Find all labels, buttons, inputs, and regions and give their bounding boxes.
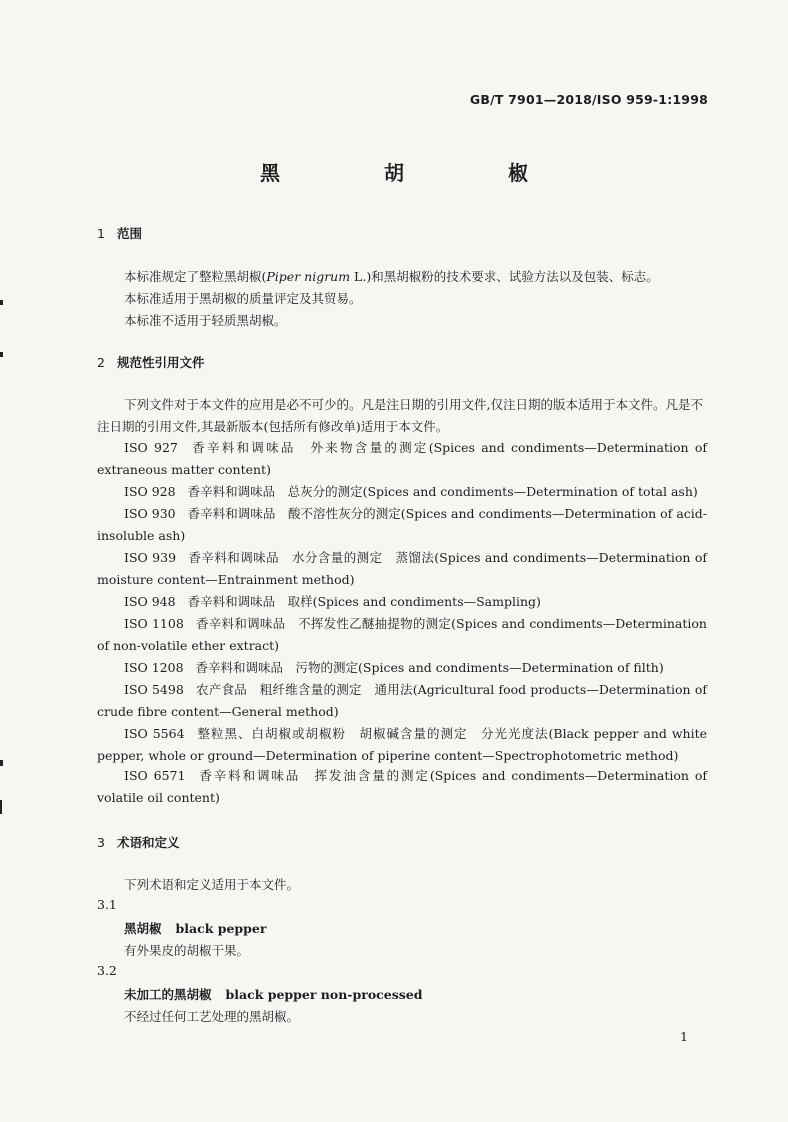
reference-item (97, 437, 707, 480)
section-number: 2 (97, 355, 105, 370)
reference-item (97, 723, 707, 766)
section-number: 3 (97, 835, 105, 850)
term-en: black pepper (175, 921, 267, 936)
reference-title: 香辛料和调味品 污物的测定(Spices and condiments—Determination of filth) (195, 660, 664, 675)
reference-title: 香辛料和调味品 取样(Spices and condiments—Sampling) (187, 594, 541, 609)
scope-text: 本标准规定了整粒黑胡椒( (124, 269, 267, 284)
scope-paragraph-1 (124, 267, 659, 285)
scope-paragraph-3: 本标准不适用于轻质黑胡椒。 (124, 313, 287, 328)
section-1-heading (97, 224, 142, 242)
reference-item (97, 591, 707, 613)
section-title: 术语和定义 (116, 835, 180, 850)
reference-title: 香辛料和调味品 不挥发性乙醚抽提物的测定(Spices and condiments—Determination of non-volatile ether extract) (97, 616, 707, 653)
terms-intro: 下列术语和定义适用于本文件。 (124, 877, 300, 892)
section-number: 1 (97, 226, 105, 241)
latin-name: Piper nigrum (266, 269, 351, 284)
reference-item (97, 657, 707, 679)
term-definition: 不经过任何工艺处理的黑胡椒。 (124, 1009, 300, 1024)
reference-title: 香辛料和调味品 水分含量的测定 蒸馏法(Spices and condiments—Determination of moisture content—Entrainment method) (97, 550, 707, 587)
section-title: 规范性引用文件 (116, 355, 205, 370)
scope-text: L.)和黑胡椒粉的技术要求、试验方法以及包装、标志。 (350, 269, 659, 284)
page-number: 1 (680, 1029, 688, 1044)
section-3-heading (97, 833, 179, 851)
document-title: 黑 胡 椒 (260, 161, 570, 185)
reference-title: 农产食品 粗纤维含量的测定 通用法(Agricultural food products—Determination of crude fibre content—General method) (97, 682, 707, 719)
reference-code: ISO 948 (124, 594, 176, 609)
reference-code: ISO 927 (124, 440, 178, 455)
reference-item (97, 679, 707, 722)
reference-code: ISO 930 (124, 506, 176, 521)
term-en: black pepper non-processed (225, 987, 423, 1002)
reference-code: ISO 1108 (124, 616, 184, 631)
term-zh: 黑胡椒 (124, 921, 162, 936)
term-definition: 有外果皮的胡椒干果。 (124, 943, 250, 958)
reference-item (97, 613, 707, 656)
reference-title: 香辛料和调味品 外来物含量的测定(Spices and condiments—Determination of extraneous matter content) (97, 440, 707, 477)
section-title: 范围 (116, 226, 142, 241)
term-heading (124, 919, 266, 937)
scan-edge-mark (0, 800, 2, 814)
standard-code: GB/T 7901—2018/ISO 959-1:1998 (469, 92, 708, 107)
reference-title: 整粒黑、白胡椒或胡椒粉 胡椒碱含量的测定 分光光度法(Black pepper and white pepper, whole or ground—Determination of piperine content—Spectrophotometric method) (97, 726, 707, 763)
scope-paragraph-2: 本标准适用于黑胡椒的质量评定及其贸易。 (124, 291, 362, 306)
section-2-heading (97, 353, 204, 371)
reference-title: 香辛料和调味品 总灰分的测定(Spices and condiments—Determination of total ash) (187, 484, 698, 499)
reference-title: 香辛料和调味品 酸不溶性灰分的测定(Spices and condiments—Determination of acid-insoluble ash) (97, 506, 707, 543)
term-zh: 未加工的黑胡椒 (124, 987, 212, 1002)
reference-code: ISO 928 (124, 484, 176, 499)
term-heading (124, 985, 423, 1003)
scan-edge-mark (0, 352, 3, 357)
reference-code: ISO 6571 (124, 768, 186, 783)
reference-code: ISO 1208 (124, 660, 184, 675)
references-intro: 下列文件对于本文件的应用是必不可少的。凡是注日期的引用文件,仅注日期的版本适用于本文件。凡是不注日期的引用文件,其最新版本(包括所有修改单)适用于本文件。 (97, 397, 703, 434)
term-number: 3.1 (97, 897, 117, 912)
reference-item (97, 503, 707, 546)
scan-edge-mark (0, 300, 3, 305)
term-number: 3.2 (97, 963, 117, 978)
reference-item (97, 547, 707, 590)
reference-item (97, 765, 707, 808)
reference-code: ISO 5564 (124, 726, 185, 741)
scan-edge-mark (0, 760, 3, 766)
reference-code: ISO 5498 (124, 682, 184, 697)
reference-code: ISO 939 (124, 550, 177, 565)
reference-title: 香辛料和调味品 挥发油含量的测定(Spices and condiments—Determination of volatile oil content) (97, 768, 707, 805)
reference-item (97, 481, 707, 503)
